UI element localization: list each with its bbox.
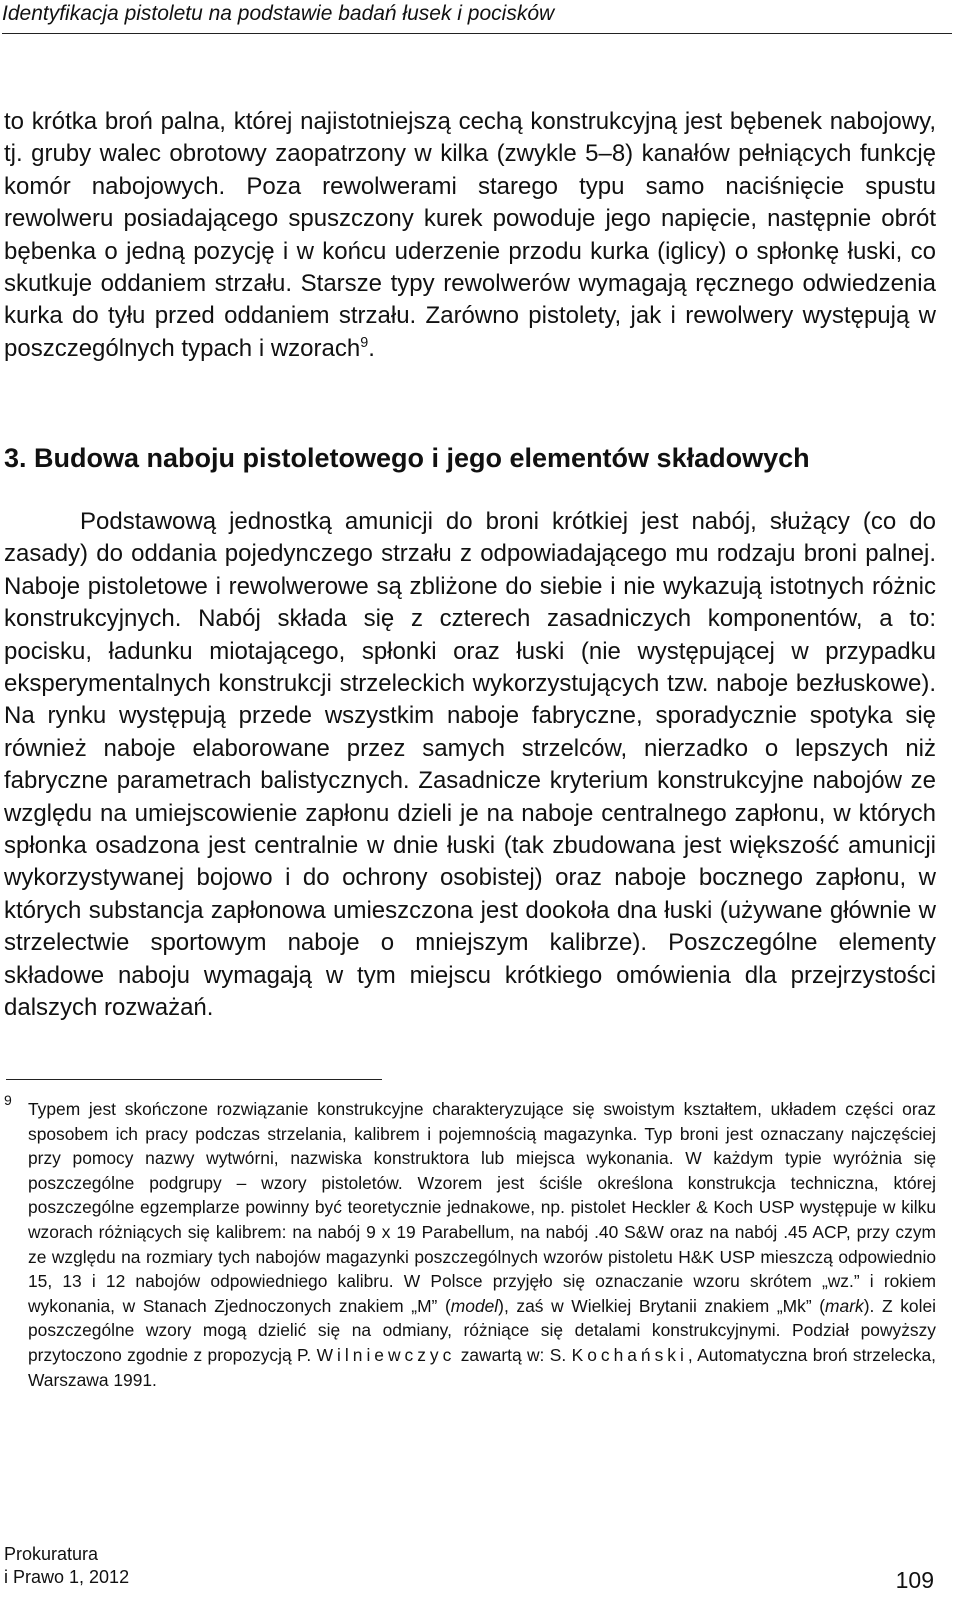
footnote-term-mark: mark	[825, 1295, 864, 1316]
paragraph-1-text: to krótka broń palna, której najistotniejszą cechą konstrukcyjną jest bębenek nabojowy, tj. gruby walec obrotowy zaopatrzony w kilka (zwykle 5–8) kanałów pełniących funkcję komór nabojowych. Poza rewolwerami starego typu samo naciśnięcie spustu rewolweru posiadającego spuszczony kurek powoduje jego napięcie, następnie obrót bębenka o jedną pozycję i w końcu uderzenie przodu kurka (iglicy) o spłonkę łuski, co skutkuje oddaniem strzału. Starsze typy rewolwerów wymagają ręcznego odwiedzenia kurka do tyłu przed oddaniem strzału. Zarówno pistolety, jak i rewolwery występują w poszczególnych typach i wzorach	[4, 108, 936, 362]
footnote-text-part-5: , Automatyczna broń strzelecka, Warszawa 1991.	[28, 1344, 937, 1390]
footnote-divider	[6, 1079, 382, 1080]
footnote-text	[28, 1097, 936, 1392]
footnote-number: 9	[4, 1092, 12, 1108]
footnote-author-kochanski: Kochański	[571, 1344, 688, 1365]
body-paragraph-1	[4, 106, 936, 365]
running-header	[2, 0, 952, 34]
footnote-author-wilniewczyc: Wilniewczyc	[316, 1344, 456, 1365]
footer-journal-issue: i Prawo 1, 2012	[4, 1567, 130, 1587]
footnote-term-model: model	[450, 1295, 499, 1316]
body-paragraph-2: Podstawową jednostką amunicji do broni krótkiej jest nabój, służący (co do zasady) do oddania pojedynczego strzału z odpowiadającego mu rodzaju broni palnej. Naboje pistoletowe i rewolwerowe są zbliżone do siebie i nie wykazują istotnych różnic konstrukcyjnych. Nabój składa się z czterech zasadniczych komponentów, a to: pocisku, ładunku miotającego, spłonki oraz łuski (nie występującej w przypadku eksperymentalnych konstrukcji strzeleckich wykorzystujących tzw. naboje bezłuskowe). Na rynku występują przede wszystkim naboje fabryczne, sporadycznie spotyka się również naboje elaborowane przez samych strzelców, nierzadko o lepszych niż fabryczne parametrach balistycznych. Zasadnicze kryterium konstrukcyjne nabojów ze względu na umiejscowienie zapłonu dzieli je na naboje centralnego zapłonu, w których spłonka osadzona jest centralnie w dnie łuski (tak zbudowana jest większość amunicji wykorzystywanej bojowo i do ochrony osobistej) oraz naboje bocznego zapłonu, w których substancja zapłonowa umieszczona jest dookoła dna łuski (używane głównie w strzelectwie sportowym naboje o mniejszym kalibrze). Poszczególne elementy składowe naboju wymagają w tym miejscu krótkiego omówienia dla przejrzystości dalszych rozważań.	[4, 508, 936, 1022]
page-number: 109	[895, 1567, 934, 1593]
footnote-text-part-2: ), zaś w Wielkiej Brytanii znakiem „Mk” (	[498, 1295, 826, 1316]
footer-journal-name: Prokuratura	[4, 1544, 99, 1564]
paragraph-1-end: .	[368, 334, 375, 362]
footnote-text-part-4: zawartą w: S.	[455, 1344, 572, 1365]
footer-journal	[4, 1543, 129, 1589]
section-heading: 3. Budowa naboju pistoletowego i jego elementów składowych	[4, 443, 810, 473]
footnote-reference[interactable]: 9	[360, 334, 369, 351]
footnote-text-part-3: ). Z kolei poszczególne wzory mogą dzielić się na odmiany, różniące się detalami konstrukcyjnymi. Podział powyższy przytoczono zgodnie z propozycją P.	[28, 1295, 936, 1365]
running-header-title: Identyfikacja pistoletu na podstawie badań łusek i pocisków	[2, 2, 555, 25]
footnote-text-part-1: Typem jest skończone rozwiązanie konstrukcyjne charakteryzujące się swoistym kształtem, układem części oraz sposobem ich pracy podczas strzelania, kalibrem i pojemnością magazynka. Typ broni jest oznaczany najczęściej przy pomocy nazwy wytwórni, nazwiska konstruktora lub miejsca wykonania. W każdym typie wyróżnia się poszczególne podgrupy – wzory pistoletów. Wzorem jest ściśle określona konstrukcja techniczna, której poszczególne egzemplarze powinny być teoretycznie jednakowe, np. pistolet Heckler & Koch USP występuje w kilku wzorach różniących się kalibrem: na nabój 9 x 19 Parabellum, na nabój .40 S&W oraz na nabój .45 ACP, przy czym ze względu na rozmiary tych nabojów magazynki poszczególnych wzorów pistoletu H&K USP mieszczą odpowiednio 15, 13 i 12 nabojów odpowiedniego kalibru. W Polsce przyjęło się oznaczanie wzoru skrótem „wz.” i rokiem wykonania, w Stanach Zjednoczonych znakiem „M” (	[28, 1099, 936, 1316]
